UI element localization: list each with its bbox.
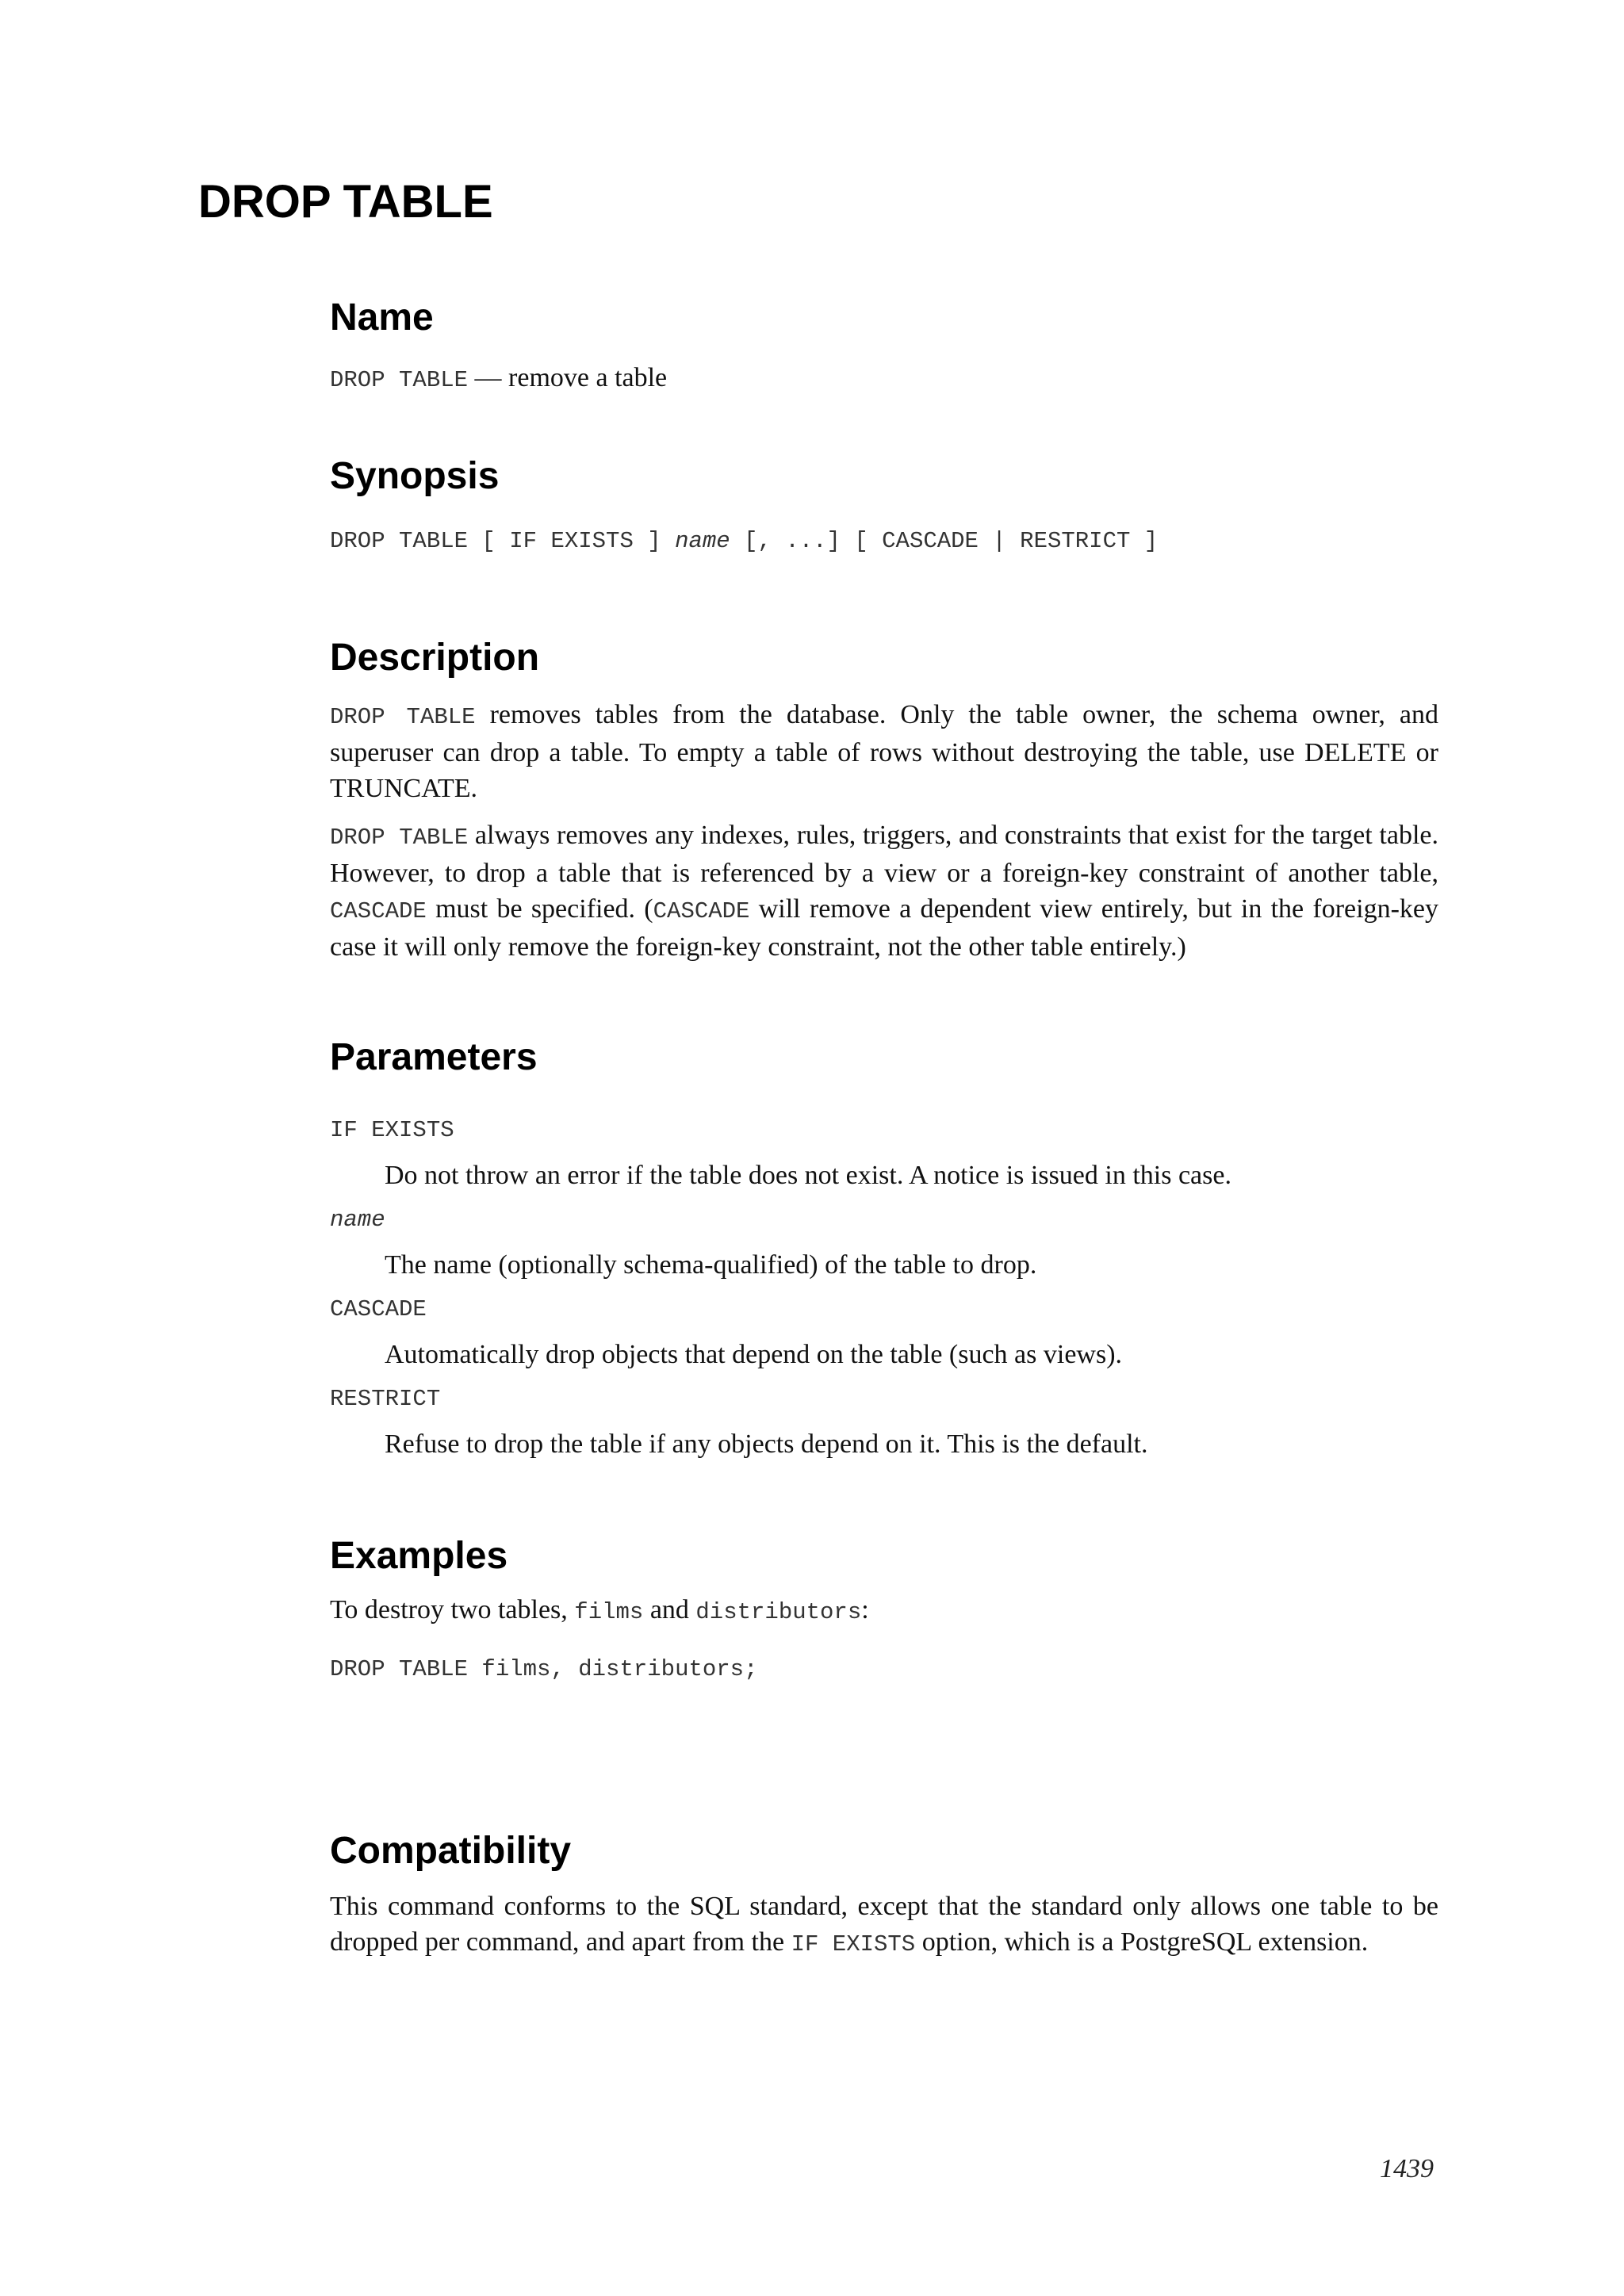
examples-code-films: films [574,1598,644,1625]
description-p2-code: DROP TABLE [330,824,469,851]
synopsis-heading: Synopsis [330,454,500,497]
description-p2-code3: CASCADE [653,897,750,924]
compatibility-text-before: This command conforms to the SQL standard, except that the standard only allows one table to be dropped per command, and apart from the [330,1891,1438,1957]
name-summary: — remove a table [468,362,668,392]
parameter-item-if-exists [330,1115,1438,1193]
parameter-term [330,1204,1438,1236]
examples-code-distributors: distributors [695,1598,862,1625]
parameter-term: IF EXISTS [330,1117,454,1144]
description-paragraph-1 [330,697,1438,806]
parameters-heading: Parameters [330,1035,538,1078]
examples-intro-colon: : [861,1594,869,1624]
parameter-item-name [330,1204,1438,1283]
description-p2-code2: CASCADE [330,897,427,924]
name-heading: Name [330,297,434,339]
compatibility-text-after: option, which is a PostgreSQL extension. [915,1927,1369,1957]
parameter-term-name: name [330,1207,385,1234]
examples-heading: Examples [330,1535,508,1578]
name-section [330,295,1438,398]
compatibility-paragraph [330,1888,1438,1962]
synopsis-name-param: name [675,528,730,555]
synopsis-part2: [, ...] [ CASCADE | RESTRICT ] [730,528,1159,555]
compatibility-heading: Compatibility [330,1829,572,1872]
synopsis-part1: DROP TABLE [ IF EXISTS ] [330,528,676,555]
description-heading: Description [330,637,540,679]
description-p1-code: DROP TABLE [330,703,476,730]
examples-intro-text: To destroy two tables, [330,1594,575,1624]
description-p2-text2: must be specified. ( [426,894,653,924]
description-paragraph-2 [330,817,1438,965]
synopsis-section [330,453,1438,558]
name-command: DROP TABLE [330,366,469,393]
compatibility-section [330,1828,1438,1962]
example-code-block: DROP TABLE films, distributors; [330,1655,758,1682]
parameter-term: RESTRICT [330,1386,441,1413]
description-section [330,635,1438,965]
parameter-definition: Refuse to drop the table if any objects depend on it. This is the default. [385,1429,1148,1460]
synopsis-code [330,526,1438,557]
parameter-term: CASCADE [330,1296,427,1323]
description-p2-text3: will remove a dependent view entirely, but in the foreign-key case it will only remove the foreign-key constraint, not the other table entirely.) [330,894,1438,962]
examples-intro [330,1592,1438,1630]
description-p2-text1: always removes any indexes, rules, triggers, and constraints that exist for the target table. However, to drop a table that is referenced by a view or a foreign-key constraint of another table, [330,820,1438,888]
parameter-definition: Do not throw an error if the table does not exist. A notice is issued in this case. [385,1161,1231,1191]
reference-content [330,295,1438,1962]
examples-section [330,1533,1438,1686]
page-number: 1439 [1380,2154,1434,2183]
examples-intro-and: and [643,1594,696,1624]
parameter-definition: The name (optionally schema-qualified) of the table to drop. [385,1250,1037,1280]
parameters-section [330,1035,1438,1463]
parameter-item-cascade [330,1294,1438,1372]
compatibility-code: IF EXISTS [791,1931,916,1957]
parameters-list [330,1115,1438,1462]
page-title: DROP TABLE [198,176,493,228]
name-paragraph [330,360,1438,398]
parameter-definition: Automatically drop objects that depend on the table (such as views). [385,1340,1123,1370]
parameter-item-restrict [330,1383,1438,1462]
description-p1-text: removes tables from the database. Only the table owner, the schema owner, and superuser can drop a table. To empty a table of rows without destroying the table, use DELETE or TRUNCATE. [330,699,1438,803]
